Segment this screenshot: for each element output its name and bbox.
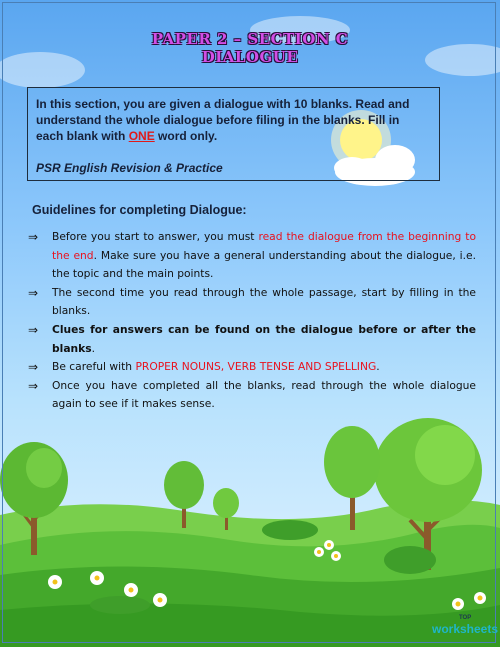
list-item: ⇒ The second time you read through the whole passage, start by filling in the blanks. bbox=[28, 285, 476, 318]
arrow-bullet-icon: ⇒ bbox=[28, 322, 39, 337]
arrow-bullet-icon: ⇒ bbox=[28, 360, 39, 375]
intro-text: In this section, you are given a dialogue with 10 blanks. Read and understand the whole dialogue before filing in the blanks. Fill in each blank with bbox=[36, 97, 410, 143]
list-item: ⇒ Before you start to answer, you must read the dialogue from the beginning to the end. Make sure you have a general understanding about the dialogue, i.e. the topic and the main points. bbox=[28, 230, 477, 281]
intro-text-end: word only. bbox=[154, 129, 218, 143]
intro-highlight: ONE bbox=[128, 129, 155, 143]
worksheets-logo: worksheets bbox=[432, 622, 499, 636]
arrow-bullet-icon: ⇒ bbox=[28, 285, 39, 300]
guidelines-title: Guidelines for completing Dialogue: bbox=[32, 203, 247, 217]
intro-box bbox=[27, 87, 440, 181]
guidelines-list bbox=[28, 228, 476, 414]
intro-source: PSR English Revision & Practice bbox=[36, 161, 223, 175]
page-subtitle: DIALOGUE bbox=[201, 48, 299, 66]
list-item: ⇒ Be careful with PROPER NOUNS, VERB TENSE AND SPELLING. bbox=[28, 358, 476, 377]
arrow-bullet-icon: ⇒ bbox=[28, 378, 39, 393]
page-title: PAPER 2 – SECTION C bbox=[151, 30, 349, 48]
arrow-bullet-icon: ⇒ bbox=[28, 230, 39, 244]
logo-small-text: TOP bbox=[459, 615, 472, 621]
list-item: ⇒ Once you have completed all the blanks, read through the whole dialogue again to see if it makes sense. bbox=[28, 378, 476, 411]
list-item: ⇒ Clues for answers can be found on the dialogue before or after the blanks. bbox=[28, 322, 476, 355]
